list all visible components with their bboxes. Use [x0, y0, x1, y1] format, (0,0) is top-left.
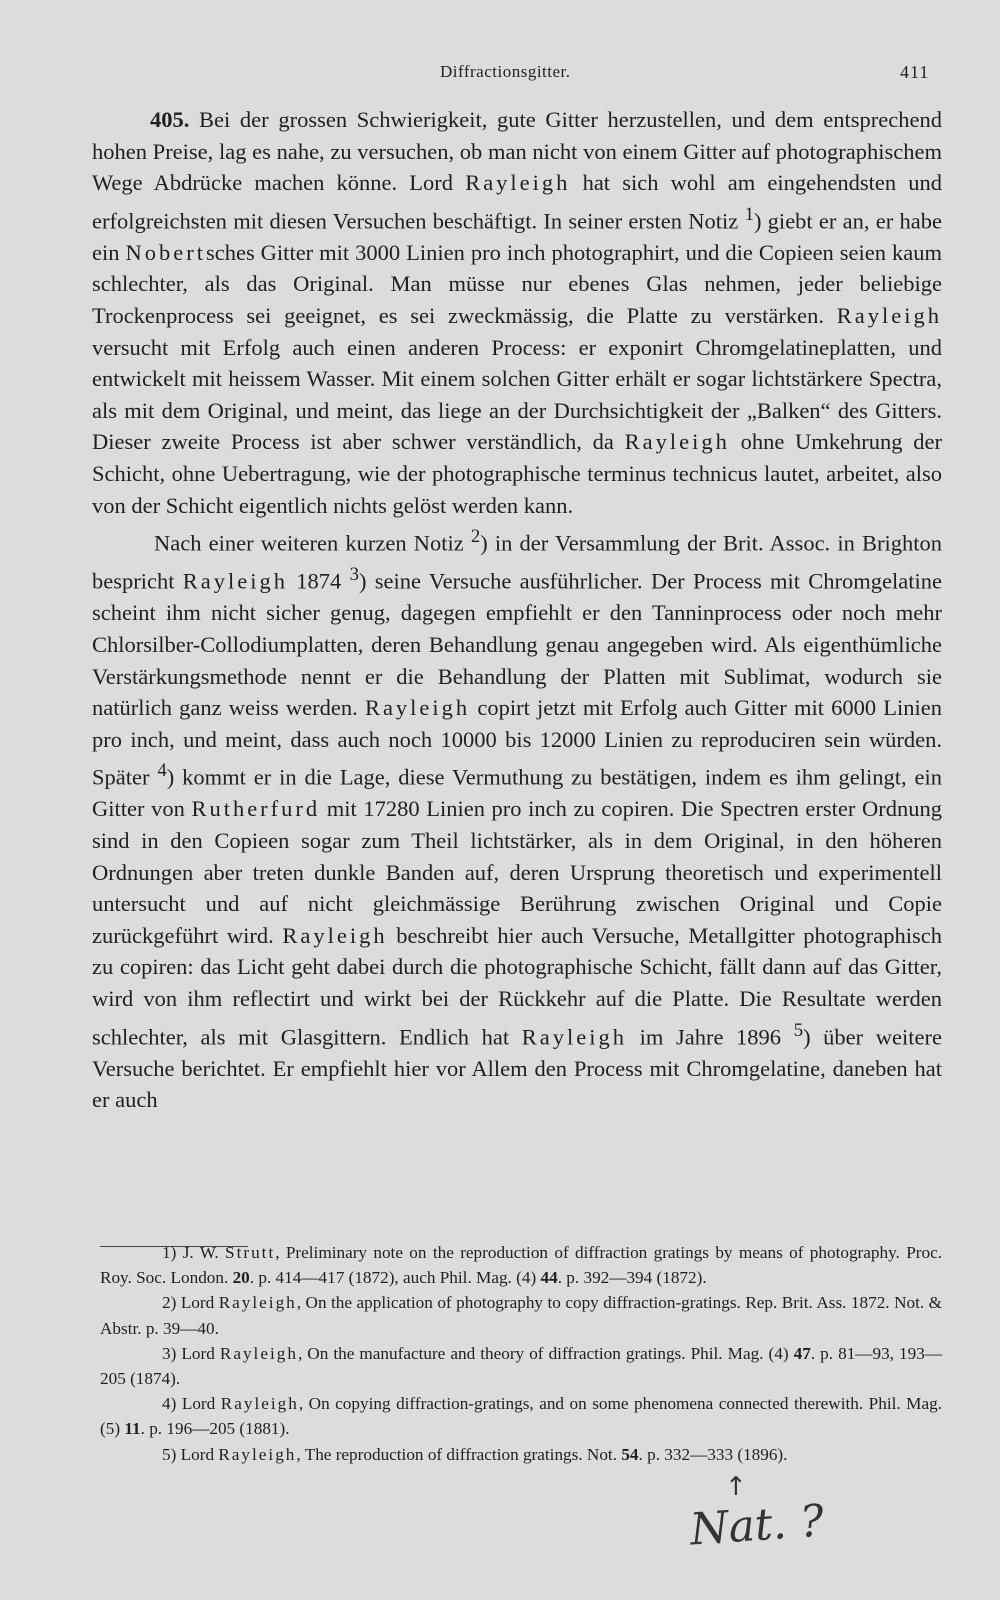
paragraph: Nach einer weiteren kurzen Notiz $^2$) in der Versammlung der Brit. Assoc. in Brighton bespricht Rayleigh 1874 $^3$) seine Versuche ausführlicher. Der Process mit Chromgelatine scheint ihm nicht sicher genug, dagegen empfiehlt er den Tanninprocess oder noch mehr Chlorsilber-Collodiumplatten, deren Behandlung genau angegeben wird. Als eigenthümliche Verstärkungsmethode nennt er die Behandlung der Platten mit Sublimat, wodurch sie natürlich ganz weiss werden. Rayleigh copirt jetzt mit Erfolg auch Gitter mit 6000 Linien pro inch, und meint, dass auch noch 10000 bis 12000 Linien zu reproduciren sein würden. Später $^4$) kommt er in die Lage, diese Vermuthung zu bestätigen, indem es ihm gelingt, ein Gitter von Rutherfurd mit 17280 Linien pro inch zu copiren. Die Spectren erster Ordnung sind in den Copieen sogar zum Theil lichtstärker, als in dem Original, in den höheren Ordnungen aber treten dunkle Banden auf, deren Ursprung theoretisch und experimentell untersucht und auf nicht gleichmässige Berührung zwischen Original und Copie zurückgeführt wird. Rayleigh beschreibt hier auch Versuche, Metallgitter photographisch zu copiren: das Licht geht dabei durch die photographische Schicht, fällt dann auf das Gitter, wird von ihm reflectirt und wirkt bei der Rückkehr auf die Platte. Die Resultate werden schlechter, als mit Glasgittern. Endlich hat Rayleigh im Jahre 1896 $^5$) über weitere Versuche berichtet. Er empfiehlt hier vor Allem den Process mit Chromgelatine, daneben hat er auch	[92, 526, 943, 1113]
running-title: Diffractionsgitter.	[440, 62, 571, 81]
author-name: Rutherfurd	[191, 796, 321, 822]
author-name: Rayleigh	[465, 170, 571, 196]
page-header	[0, 62, 1000, 92]
footnote-ref[interactable]: 4	[157, 760, 167, 782]
author-name: Rayleigh	[624, 429, 730, 455]
footnote-ref[interactable]: 2	[470, 526, 481, 548]
handwritten-arrow-icon: ↑	[725, 1472, 747, 1502]
author-name: Rayleigh	[836, 303, 942, 329]
author-name: Rayleigh	[521, 1024, 627, 1050]
author-name: Rayleigh	[182, 568, 288, 594]
footnote-ref[interactable]: 1	[744, 203, 754, 225]
author-name: Nobert	[125, 239, 206, 265]
footnote: 4) Lord Rayleigh, On copying diffraction-gratings, and on some phenomena connected therewith. Phil. Mag. (5) 11. p. 196—205 (1881).	[100, 1394, 942, 1439]
paragraph: 405. Bei der grossen Schwierigkeit, gute Gitter herzustellen, und dem entsprechend hohen Preise, lag es nahe, zu versuchen, ob man nicht von einem Gitter auf photographischem Wege Abdrücke machen könne. Lord Rayleigh hat sich wohl am eingehendsten und erfolgreichsten mit diesen Versuchen beschäftigt. In seiner ersten Notiz $^1$) giebt er an, er habe ein Nobertsches Gitter mit 3000 Linien pro inch photographirt, und die Copieen seien kaum schlechter, als das Original. Man müsse nur ebenes Glas nehmen, jeder beliebige Trockenprocess sei geeignet, es sei zweckmässig, die Platte zu verstärken. Rayleigh versucht mit Erfolg auch einen anderen Process: er exponirt Chromgelatineplatten, und entwickelt mit heissem Wasser. Mit einem solchen Gitter erhält er sogar lichtstärkere Spectra, als mit dem Original, und meint, das liege an der Durchsichtigkeit der „Balken“ des Gitters. Dieser zweite Process ist aber schwer verständlich, da Rayleigh ohne Umkehrung der Schicht, ohne Uebertragung, wie der photographische terminus technicus lautet, arbeitet, also von der Schicht eigentlich nichts gelöst werden kann.	[92, 107, 942, 518]
page-number: 411	[900, 62, 930, 82]
footnote: 3) Lord Rayleigh, On the manufacture and theory of diffraction gratings. Phil. Mag. (4) 47. p. 81—93, 193—205 (1874).	[100, 1343, 943, 1389]
footnote-ref[interactable]: 5	[793, 1019, 804, 1041]
handwritten-annotation: Nat. ?	[688, 1495, 826, 1556]
section-number: 405.	[150, 107, 190, 132]
footnote: 5) Lord Rayleigh, The reproduction of diffraction gratings. Not. 54. p. 332—333 (1896).	[162, 1444, 788, 1464]
footnotes	[100, 1240, 942, 1467]
footnote-ref[interactable]: 3	[349, 564, 359, 586]
footnote: 1) J. W. Strutt, Preliminary note on the reproduction of diffraction gratings by means of photography. Proc. Roy. Soc. London. 20. p. 414—417 (1872), auch Phil. Mag. (4) 44. p. 392—394 (1872).	[100, 1243, 942, 1288]
author-name: Rayleigh	[282, 922, 388, 948]
main-text	[92, 104, 942, 1116]
author-name: Rayleigh	[364, 695, 471, 721]
footnote: 2) Lord Rayleigh, On the application of photography to copy diffraction-gratings. Rep. Brit. Ass. 1872. Not. & Abstr. p. 39—40.	[100, 1293, 942, 1338]
